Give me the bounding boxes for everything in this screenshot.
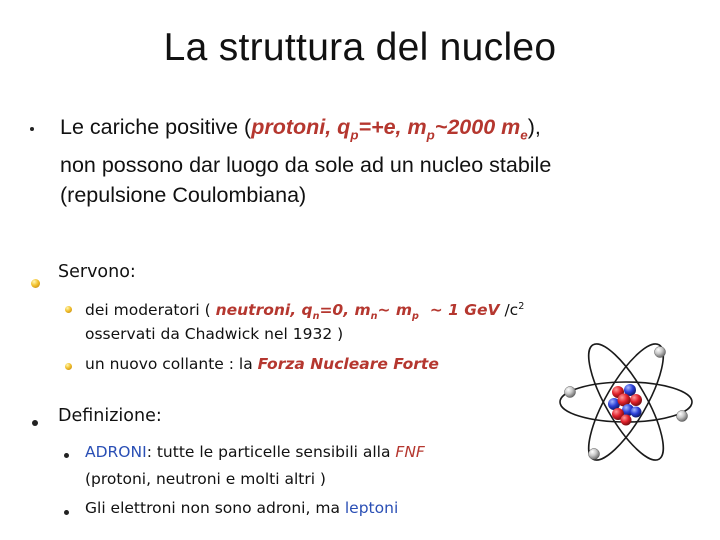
bullet-1-line-1 <box>60 112 700 150</box>
text-span: /c <box>499 301 519 320</box>
bullet-2-sub-2 <box>85 354 439 374</box>
black-dot-bullet-icon <box>32 420 38 426</box>
text-span: un nuovo collante : la <box>85 355 258 373</box>
gold-ball-bullet-icon <box>31 279 40 288</box>
subscript: n <box>312 311 320 323</box>
black-dot-bullet-icon <box>64 453 69 458</box>
text-span: =+e, m <box>358 115 427 139</box>
neutroni-emphasis <box>215 301 500 323</box>
bullet-3-sub-1-line-1 <box>85 442 425 462</box>
subscript: e <box>520 127 528 143</box>
black-dot-bullet-icon <box>64 510 69 515</box>
text-span: Le cariche positive ( <box>60 115 252 139</box>
subscript: p <box>426 127 435 143</box>
bullet-2-label: Servono: <box>58 262 136 282</box>
bullet-3-label: Definizione: <box>58 406 162 426</box>
superscript: 2 <box>518 301 525 312</box>
forza-nucleare-forte-emphasis: Forza Nucleare Forte <box>257 355 439 373</box>
text-span: : tutte le particelle sensibili alla <box>146 443 396 461</box>
leptoni-term: leptoni <box>344 499 399 517</box>
bullet-3-sub-1-line-2: (protoni, neutroni e molti altri ) <box>85 470 326 488</box>
protoni-emphasis <box>251 115 528 143</box>
bullet-3-sub-2 <box>85 498 398 518</box>
text-span: neutroni, q <box>215 301 313 320</box>
subscript: p <box>350 127 359 143</box>
subscript: p <box>412 311 419 323</box>
bullet-2-sub-1-line-1 <box>85 297 524 327</box>
bullet-1-line-2: non possono dar luogo da sole ad un nucleo stabile <box>60 153 552 178</box>
adroni-term: ADRONI <box>85 443 147 461</box>
bullet-1-line-3: (repulsione Coulombiana) <box>60 183 307 208</box>
text-span: Gli elettroni non sono adroni, ma <box>85 499 345 517</box>
bullet-2-sub-1-line-2: osservati da Chadwick nel 1932 ) <box>85 325 344 343</box>
bullet-dot-icon <box>30 127 34 131</box>
gold-ball-bullet-icon <box>65 306 72 313</box>
text-span: ), <box>527 115 541 139</box>
atom-icon <box>556 330 696 475</box>
fnf-emphasis: FNF <box>395 443 425 461</box>
gold-ball-bullet-icon <box>65 363 72 370</box>
text-span: =0, m <box>319 301 371 320</box>
bullet-1-text <box>60 112 700 210</box>
text-span: dei moderatori ( <box>85 301 216 320</box>
subscript: n <box>370 311 378 323</box>
text-span: ~2000 m <box>434 115 521 139</box>
text-span: protoni, q <box>251 115 351 139</box>
text-span: ~ m <box>377 301 413 320</box>
text-span: ~ 1 GeV <box>418 301 500 320</box>
slide-title: La struttura del nucleo <box>163 26 557 69</box>
